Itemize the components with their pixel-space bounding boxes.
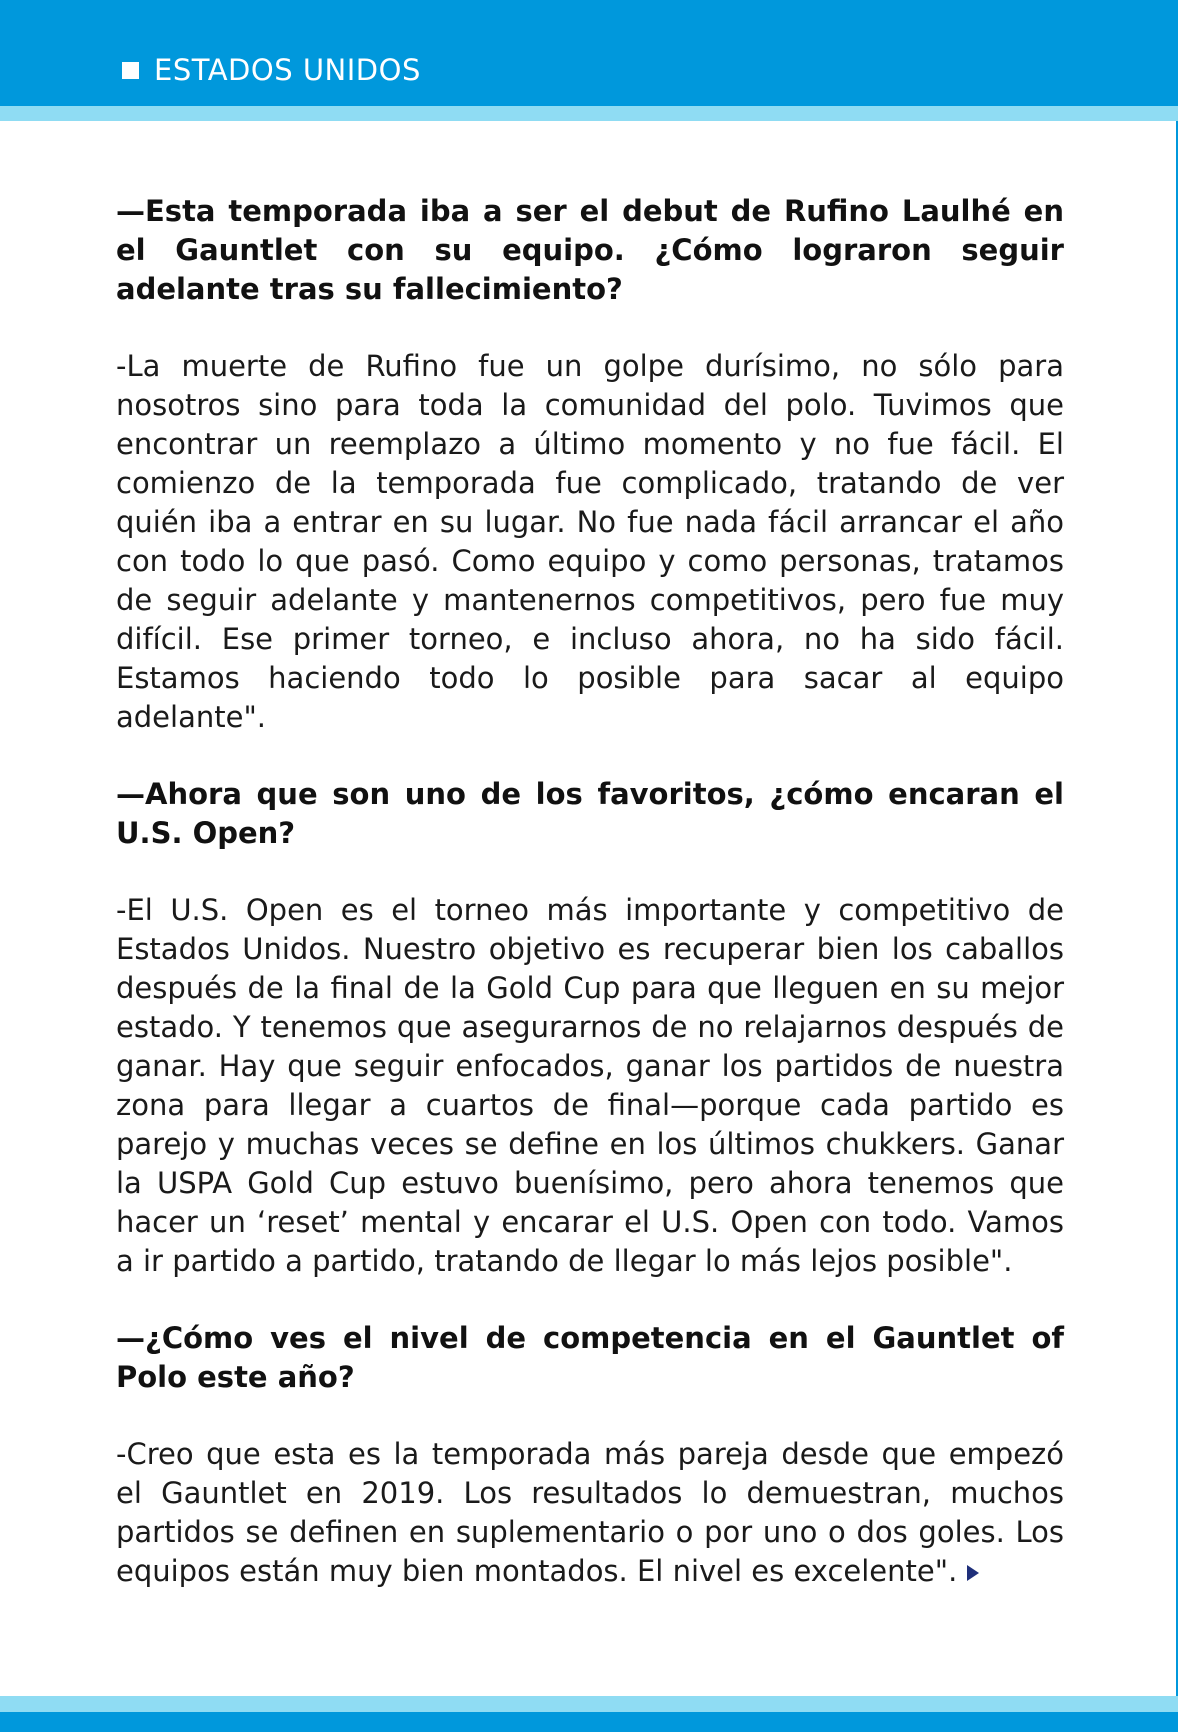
- article-body: [116, 192, 1064, 1591]
- answer-1: -La muerte de Rufino fue un golpe durísimo, no sólo para nosotros sino para toda la comunidad del polo. Tuvimos que encontrar un reemplazo a último momento y no fue fácil. El comienzo de la temporada fue complicado, tratando de ver quién iba a entrar en su lugar. No fue nada fácil arrancar el año con todo lo que pasó. Como equipo y como personas, tratamos de seguir adelante y mantenernos competitivos, pero fue muy difícil. Ese primer torneo, e incluso ahora, no ha sido fácil. Estamos haciendo todo lo posible para sacar al equipo adelante".: [116, 349, 1064, 734]
- footer-bar: [0, 1712, 1178, 1732]
- triangle-right-icon: [967, 1565, 979, 1581]
- question-2: —Ahora que son uno de los favoritos, ¿cómo encaran el U.S. Open?: [116, 777, 1064, 850]
- answer-3: -Creo que esta es la temporada más pareja desde que empezó el Gauntlet en 2019. Los resultados lo demuestran, muchos partidos se definen en suplementario o por uno o dos goles. Los equipos están muy bien montados. El nivel es excelente".: [116, 1437, 1064, 1588]
- section-title: ESTADOS UNIDOS: [154, 53, 421, 87]
- square-bullet-icon: [122, 62, 139, 79]
- question-3: —¿Cómo ves el nivel de competencia en el Gauntlet of Polo este año?: [116, 1321, 1064, 1394]
- answer-2: -El U.S. Open es el torneo más importante y competitivo de Estados Unidos. Nuestro objetivo es recuperar bien los caballos después de la final de la Gold Cup para que lleguen en su mejor estado. Y tenemos que asegurarnos de no relajarnos después de ganar. Hay que seguir enfocados, ganar los partidos de nuestra zona para llegar a cuartos de final—porque cada partido es parejo y muchas veces se define en los últimos chukkers. Ganar la USPA Gold Cup estuvo buenísimo, pero ahora tenemos que hacer un ‘reset’ mental y encarar el U.S. Open con todo. Vamos a ir partido a partido, tratando de llegar lo más lejos posible".: [116, 893, 1064, 1278]
- header-stripe: [0, 106, 1178, 121]
- footer-stripe: [0, 1696, 1178, 1712]
- answer-3-container: [116, 1435, 1064, 1591]
- question-1: —Esta temporada iba a ser el debut de Rufino Laulhé en el Gauntlet con su equipo. ¿Cómo lograron seguir adelante tras su fallecimiento?: [116, 194, 1064, 306]
